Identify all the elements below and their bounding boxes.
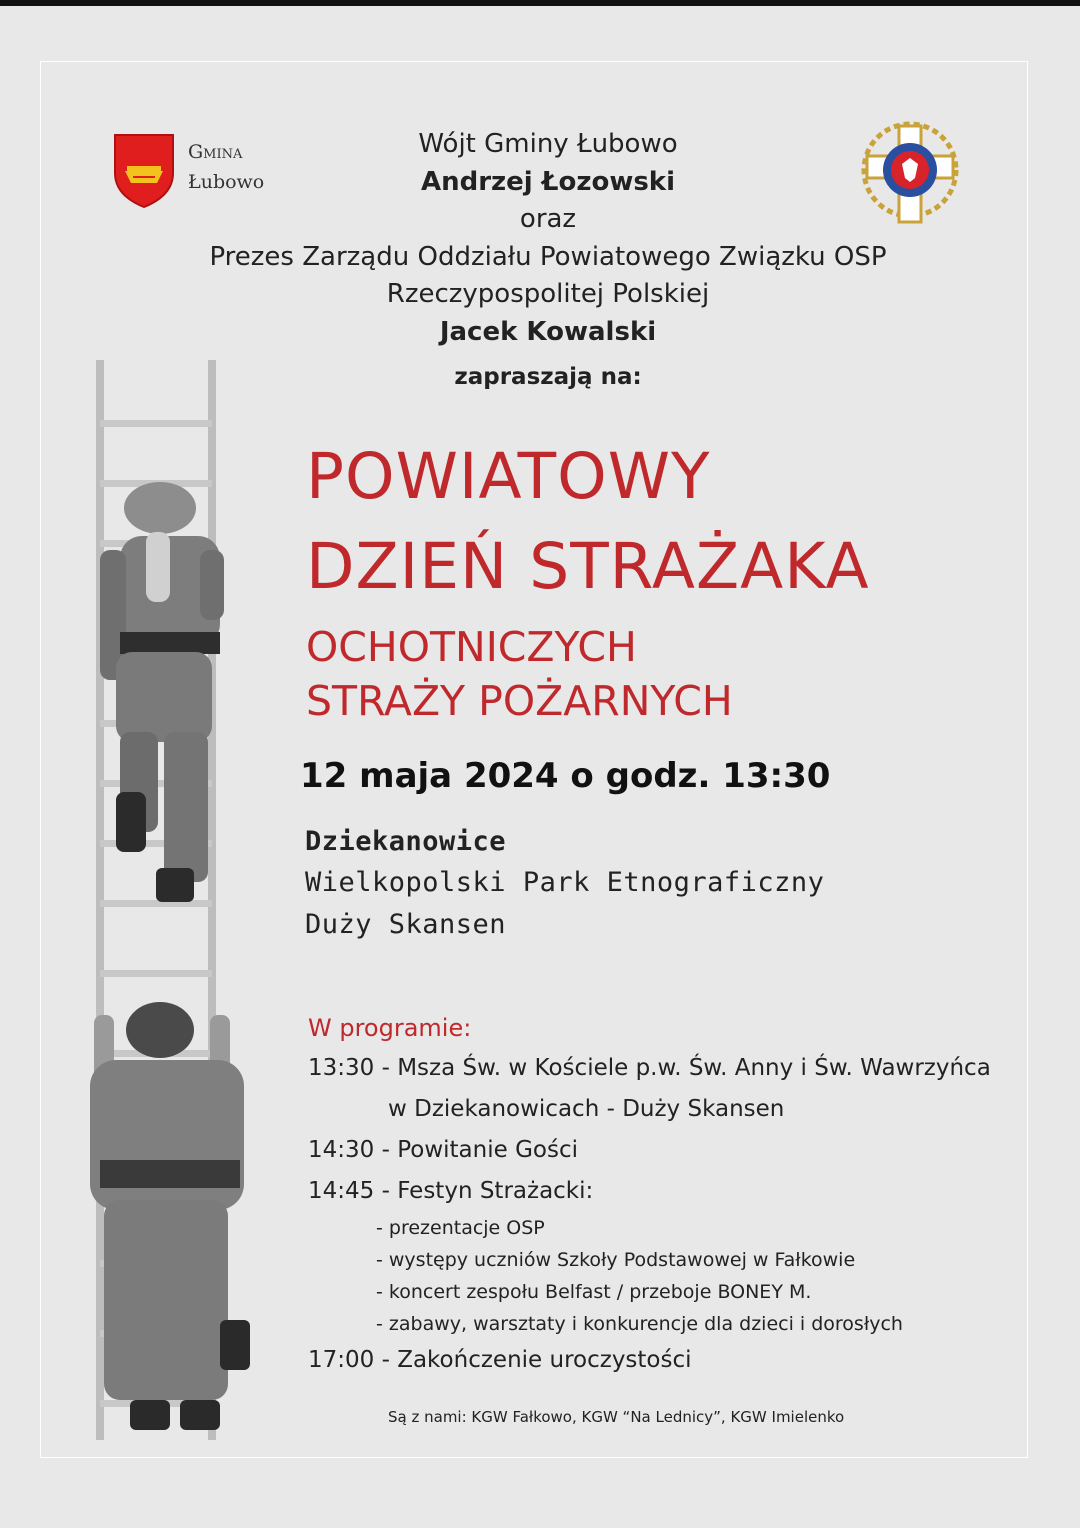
event-place <box>305 822 824 946</box>
header-invite: zapraszają na: <box>454 364 642 390</box>
gmina-word-1: Gmina <box>188 141 243 163</box>
program-sub-4: - zabawy, warsztaty i konkurencje dla dzieci i dorosłych <box>376 1313 903 1335</box>
program <box>308 1008 1020 1381</box>
partners-line: Są z nami: KGW Fałkowo, KGW “Na Lednicy”, KGW Imielenko <box>388 1408 845 1426</box>
header-line-2: Andrzej Łozowski <box>420 166 676 197</box>
event-title <box>306 432 870 728</box>
program-row-4: 17:00 - Zakończenie uroczystości <box>308 1347 692 1373</box>
header-line-6: Jacek Kowalski <box>439 316 657 347</box>
program-row-3: 14:45 - Festyn Strażacki: <box>308 1178 594 1204</box>
program-sub-2: - występy uczniów Szkoły Podstawowej w Fałkowie <box>376 1249 856 1271</box>
title-line-3: OCHOTNICZYCH <box>306 623 637 671</box>
event-date: 12 maja 2024 o godz. 13:30 <box>300 756 831 796</box>
firefighters-on-ladder-image <box>60 360 260 1440</box>
title-line-1: POWIATOWY <box>306 440 711 513</box>
title-line-4: STRAŻY POŻARNYCH <box>306 677 733 725</box>
top-bar <box>0 0 1080 6</box>
program-row-1: 13:30 - Msza Św. w Kościele p.w. Św. Anny i Św. Wawrzyńca <box>308 1055 991 1081</box>
header-line-5: Rzeczypospolitej Polskiej <box>386 279 710 309</box>
program-sub-3: - koncert zespołu Belfast / przeboje BONEY M. <box>376 1281 812 1303</box>
header-line-1: Wójt Gminy Łubowo <box>418 129 678 159</box>
place-venue-2: Duży Skansen <box>305 909 507 940</box>
program-row-2: 14:30 - Powitanie Gości <box>308 1137 578 1163</box>
header-line-3: oraz <box>519 204 577 234</box>
invitation-header <box>140 126 956 397</box>
place-town: Dziekanowice <box>305 826 507 857</box>
program-row-1-continued: w Dziekanowicach - Duży Skansen <box>388 1096 785 1122</box>
header-line-4: Prezes Zarządu Oddziału Powiatowego Związku OSP <box>209 241 887 272</box>
place-venue-1: Wielkopolski Park Etnograficzny <box>305 867 825 898</box>
title-line-2: DZIEŃ STRAŻAKA <box>306 530 870 603</box>
gmina-word-2: Łubowo <box>188 171 265 193</box>
program-sub-1: - prezentacje OSP <box>376 1217 545 1239</box>
program-heading: W programie: <box>308 1014 472 1042</box>
